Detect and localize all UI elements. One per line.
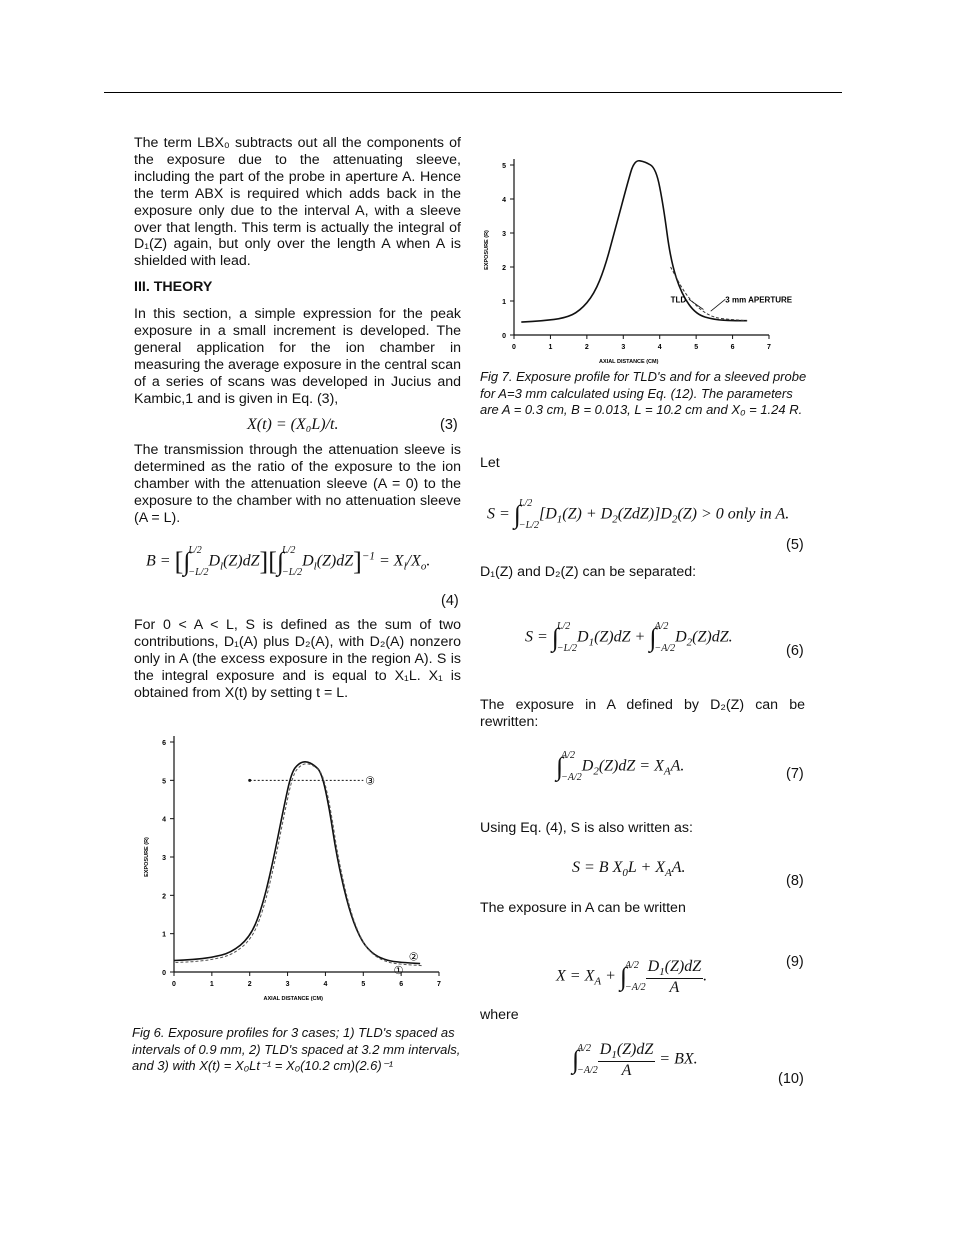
x-tick-label: 4	[323, 981, 328, 988]
fig7-leader-aperture	[711, 299, 726, 311]
fig7-series	[521, 161, 792, 322]
equation-4-number: (4)	[441, 593, 459, 609]
y-tick-label: 5	[162, 778, 166, 786]
fig7-series-tld	[521, 161, 747, 322]
y-tick-label: 1	[502, 299, 506, 306]
header-rule	[104, 92, 842, 93]
x-tick-label: 3	[285, 981, 290, 988]
equation-6: S = ∫ L/2 −L/2 $D_1(Z)dZ$ + ∫ A/2 −A/2 $D_2(Z)dZ$.	[525, 621, 733, 654]
equation-4: B = [∫ L/2 −L/2 $D_l(Z)dZ][\int$ L/2 −L/2 $D_l(Z)dZ]^{-1} = X_l/X_o$.	[146, 545, 431, 578]
y-tick-label: 6	[162, 740, 166, 747]
equation-9: $X = X_A$ + ∫ A/2 −A/2 $\frac{D_1(Z)dZ}{A}$ .	[556, 957, 708, 996]
let-label: Let	[480, 455, 500, 471]
fig6-annotation-1: ①	[393, 965, 404, 978]
separation-text: D₁(Z) and D₂(Z) can be separated:	[480, 564, 697, 580]
figure-6-caption: Fig 6. Exposure profiles for 3 cases; 1) TLD's spaced as intervals of 0.9 mm, 2) TLD's spaced at 3.2 mm intervals, and 3) with X(t) = X₀Lt⁻¹ = X₀(10.2 cm)(2.6)⁻¹	[132, 1025, 461, 1073]
y-axis-label: EXPOSURE (R)	[484, 230, 490, 270]
fig6-reference-marker	[248, 779, 251, 782]
paragraph-3: The transmission through the attenuation sleeve is determined as the ratio of the exposure to the ion chamber with the attenuation sleeve (A = 0) to the exposure to the chamber with no attenuation sleeve (A = L).	[134, 442, 461, 526]
fig6-annotation-2: ②	[408, 951, 419, 964]
x-axis-label: AXIAL DISTANCE (CM)	[263, 996, 323, 1002]
paragraph-1: The term LBX₀ subtracts out all the components of the exposure due to the attenuating sleeve, including the part of the probe in aperture A. Hence the term ABX is required which adds back in the exposure only due to the interval A, with a sleeve over that length. This term is actually the integral of D₁(Z) again, but only over the length A when A is shielded with lead.	[134, 135, 461, 270]
figure-7-chart	[478, 135, 808, 370]
figure-7-caption: Fig 7. Exposure profile for TLD's and for a sleeved probe for A=3 mm calculated using Eq. (12). The parameters are A = 0.3 cm, B = 0.013, L = 10.2 cm and X₀ = 1.24 R.	[480, 369, 807, 417]
y-tick-label: 2	[502, 265, 506, 272]
fig7-label-tld: TLD	[670, 295, 687, 305]
x-tick-label: 0	[172, 981, 176, 988]
x-tick-label: 1	[209, 981, 214, 988]
equation-3-number: (3)	[440, 417, 458, 433]
x-tick-label: 4	[657, 344, 662, 351]
equation-8: S = B $X_0L + X_AA$.	[572, 859, 686, 879]
equation-8-number: (8)	[786, 873, 804, 889]
equation-10: ∫ A/2 −A/2 $\frac{D_1(Z)dZ}{A}$ = BX.	[572, 1040, 698, 1079]
figure-6-chart	[132, 725, 452, 1005]
fig6-series	[174, 762, 422, 977]
using-text: Using Eq. (4), S is also written as:	[480, 820, 693, 836]
where-text: where	[480, 1007, 519, 1023]
y-tick-label: 3	[162, 855, 166, 862]
x-tick-label: 2	[584, 344, 589, 351]
y-tick-label: 2	[162, 893, 166, 901]
paragraph-2: In this section, a simple expression for the peak exposure in a small increment is developed. The general application for the ion chamber in measuring the average exposure in the central scan of a series of scans was developed in Jucius and Kambic,1 and is given in Eq. (3),	[134, 306, 461, 407]
y-tick-label: 3	[502, 231, 506, 238]
x-tick-label: 5	[361, 981, 366, 988]
x-tick-label: 5	[694, 344, 699, 351]
equation-9-number: (9)	[786, 954, 804, 970]
y-tick-label: 0	[502, 333, 506, 340]
x-tick-label: 7	[767, 344, 771, 351]
equation-3: X(t) = (X₀L)/t.	[247, 416, 339, 433]
fig6-annotation-3: ③	[365, 775, 376, 788]
y-tick-label: 0	[162, 970, 166, 977]
y-tick-label: 4	[162, 816, 166, 824]
equation-7-number: (7)	[786, 766, 804, 782]
x-tick-label: 6	[730, 344, 735, 351]
section-heading: III. THEORY	[134, 279, 213, 295]
y-tick-label: 4	[502, 197, 506, 204]
fig7-axes	[484, 159, 771, 365]
x-tick-label: 6	[399, 981, 404, 988]
y-axis-label: EXPOSURE (R)	[144, 837, 150, 877]
x-tick-label: 7	[437, 981, 441, 988]
equation-5: S = ∫ L/2 −L/2 $[D_1(Z) + D_2(ZdZ)]D_2(Z) > 0$ only in A.	[487, 498, 790, 531]
x-tick-label: 0	[512, 344, 516, 351]
fig6-series-line-2	[176, 764, 422, 966]
y-tick-label: 5	[502, 163, 506, 170]
fig6-series-line	[174, 762, 420, 964]
x-axis-label: AXIAL DISTANCE (CM)	[599, 359, 659, 365]
equation-6-number: (6)	[786, 643, 804, 659]
paragraph-4: For 0 < A < L, S is defined as the sum of two contributions, D₁(A) plus D₂(A), with D₂(A) nonzero only in A (the excess exposure in the region A). S is the integral exposure and is equal to X₁L. X₁ is obtained from X(t) by setting t = L.	[134, 617, 461, 701]
y-tick-label: 1	[162, 931, 166, 939]
exposure-written-text: The exposure in A can be written	[480, 900, 686, 916]
x-tick-label: 2	[247, 981, 252, 988]
equation-7: ∫ A/2 −A/2 $D_2(Z)dZ = X_AA$.	[556, 750, 685, 783]
x-tick-label: 3	[621, 344, 626, 351]
equation-10-number: (10)	[778, 1071, 804, 1087]
equation-5-number: (5)	[786, 537, 804, 553]
fig7-label-aperture: 3 mm APERTURE	[725, 295, 793, 305]
x-tick-label: 1	[548, 344, 553, 351]
paragraph-a: The exposure in A defined by D₂(Z) can be rewritten:	[480, 697, 805, 730]
